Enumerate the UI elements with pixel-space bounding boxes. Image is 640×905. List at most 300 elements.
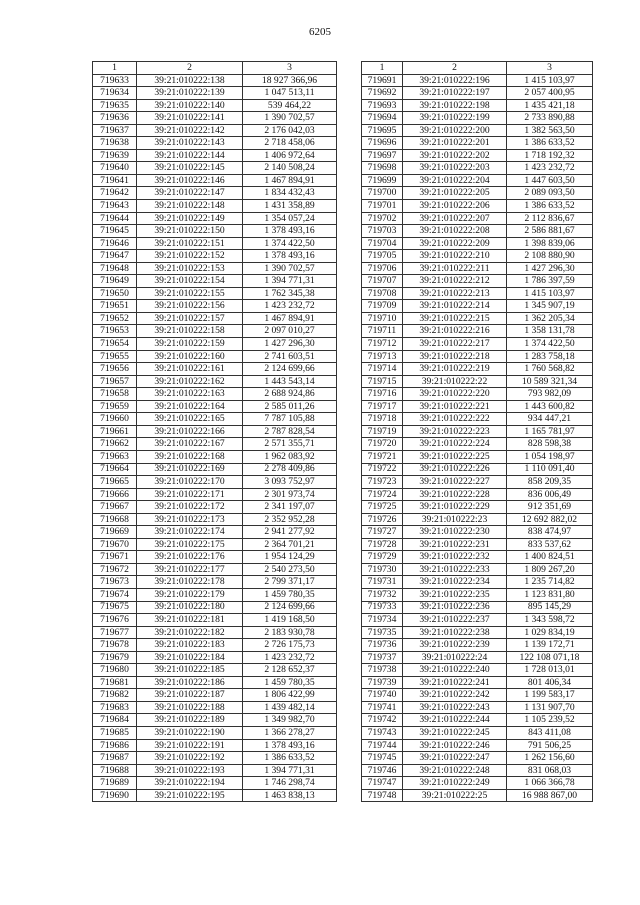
row-number-cell: 719635 (93, 99, 137, 112)
cadastral-value-cell: 1 366 278,27 (243, 726, 337, 739)
cadastral-value-cell: 2 124 699,66 (243, 601, 337, 614)
cadastral-number-cell: 39:21:010222:173 (137, 513, 243, 526)
cadastral-value-cell: 831 068,03 (507, 764, 593, 777)
table-row (362, 538, 593, 551)
cadastral-number-cell: 39:21:010222:212 (403, 275, 507, 288)
table-row (93, 501, 337, 514)
row-number-cell: 719646 (93, 237, 137, 250)
cadastral-value-cell: 1 459 780,35 (243, 588, 337, 601)
table-row (93, 338, 337, 351)
row-number-cell: 719670 (93, 538, 137, 551)
cadastral-value-cell: 1 235 714,82 (507, 576, 593, 589)
cadastral-number-cell: 39:21:010222:166 (137, 425, 243, 438)
row-number-cell: 719663 (93, 450, 137, 463)
cadastral-value-cell: 934 447,21 (507, 413, 593, 426)
cadastral-number-cell: 39:21:010222:152 (137, 250, 243, 263)
row-number-cell: 719660 (93, 413, 137, 426)
cadastral-value-cell: 1 786 397,59 (507, 275, 593, 288)
row-number-cell: 719739 (362, 676, 403, 689)
cadastral-number-cell: 39:21:010222:191 (137, 739, 243, 752)
cadastral-number-cell: 39:21:010222:24 (403, 651, 507, 664)
row-number-cell: 719678 (93, 639, 137, 652)
table-row (362, 739, 593, 752)
row-number-cell: 719681 (93, 676, 137, 689)
table-header-row (93, 62, 337, 75)
column-header: 1 (93, 62, 137, 75)
table-row (93, 739, 337, 752)
cadastral-number-cell: 39:21:010222:156 (137, 300, 243, 313)
cadastral-number-cell: 39:21:010222:236 (403, 601, 507, 614)
row-number-cell: 719745 (362, 752, 403, 765)
cadastral-value-cell: 1 834 432,43 (243, 187, 337, 200)
cadastral-value-cell: 1 415 103,97 (507, 287, 593, 300)
row-number-cell: 719729 (362, 551, 403, 564)
table-row (362, 124, 593, 137)
cadastral-value-cell: 1 954 124,29 (243, 551, 337, 564)
cadastral-number-cell: 39:21:010222:182 (137, 626, 243, 639)
cadastral-value-cell: 1 419 168,50 (243, 614, 337, 627)
table-row (362, 187, 593, 200)
cadastral-value-cell: 1 382 563,50 (507, 124, 593, 137)
cadastral-number-cell: 39:21:010222:157 (137, 312, 243, 325)
cadastral-value-cell: 1 054 198,97 (507, 450, 593, 463)
table-row (362, 225, 593, 238)
cadastral-number-cell: 39:21:010222:223 (403, 425, 507, 438)
cadastral-value-cell: 2 799 371,17 (243, 576, 337, 589)
cadastral-value-cell: 2 341 197,07 (243, 501, 337, 514)
table-row (362, 74, 593, 87)
table-row (93, 87, 337, 100)
cadastral-number-cell: 39:21:010222:245 (403, 726, 507, 739)
table-row (362, 325, 593, 338)
cadastral-number-cell: 39:21:010222:185 (137, 664, 243, 677)
table-row (362, 425, 593, 438)
cadastral-value-cell: 1 760 568,82 (507, 363, 593, 376)
cadastral-number-cell: 39:21:010222:151 (137, 237, 243, 250)
cadastral-value-cell: 1 394 771,31 (243, 764, 337, 777)
cadastral-number-cell: 39:21:010222:202 (403, 149, 507, 162)
cadastral-number-cell: 39:21:010222:248 (403, 764, 507, 777)
cadastral-number-cell: 39:21:010222:240 (403, 664, 507, 677)
row-number-cell: 719702 (362, 212, 403, 225)
table-row (362, 87, 593, 100)
cadastral-value-cell: 895 145,29 (507, 601, 593, 614)
cadastral-value-cell: 122 108 071,18 (507, 651, 593, 664)
cadastral-value-cell: 2 726 175,73 (243, 639, 337, 652)
cadastral-value-cell: 1 423 232,72 (243, 300, 337, 313)
table-row (362, 513, 593, 526)
row-number-cell: 719693 (362, 99, 403, 112)
cadastral-number-cell: 39:21:010222:167 (137, 438, 243, 451)
table-row (362, 576, 593, 589)
cadastral-value-cell: 843 411,08 (507, 726, 593, 739)
cadastral-value-cell: 1 390 702,57 (243, 112, 337, 125)
cadastral-number-cell: 39:21:010222:190 (137, 726, 243, 739)
table-row (362, 601, 593, 614)
row-number-cell: 719707 (362, 275, 403, 288)
table-row (362, 689, 593, 702)
cadastral-number-cell: 39:21:010222:234 (403, 576, 507, 589)
cadastral-value-cell: 2 571 355,71 (243, 438, 337, 451)
cadastral-number-cell: 39:21:010222:232 (403, 551, 507, 564)
cadastral-value-cell: 1 443 600,82 (507, 400, 593, 413)
cadastral-number-cell: 39:21:010222:176 (137, 551, 243, 564)
cadastral-number-cell: 39:21:010222:148 (137, 200, 243, 213)
column-header: 2 (137, 62, 243, 75)
row-number-cell: 719683 (93, 701, 137, 714)
cadastral-number-cell: 39:21:010222:196 (403, 74, 507, 87)
cadastral-number-cell: 39:21:010222:207 (403, 212, 507, 225)
table-row (362, 626, 593, 639)
row-number-cell: 719732 (362, 588, 403, 601)
cadastral-value-cell: 2 124 699,66 (243, 363, 337, 376)
cadastral-value-cell: 2 089 093,50 (507, 187, 593, 200)
row-number-cell: 719661 (93, 425, 137, 438)
table-row (93, 463, 337, 476)
cadastral-number-cell: 39:21:010222:178 (137, 576, 243, 589)
table-row (93, 262, 337, 275)
cadastral-value-cell: 1 447 603,50 (507, 174, 593, 187)
cadastral-number-cell: 39:21:010222:215 (403, 312, 507, 325)
row-number-cell: 719731 (362, 576, 403, 589)
table-row (93, 664, 337, 677)
cadastral-value-cell: 1 423 232,72 (243, 651, 337, 664)
cadastral-value-cell: 2 108 880,90 (507, 250, 593, 263)
cadastral-number-cell: 39:21:010222:25 (403, 789, 507, 802)
row-number-cell: 719734 (362, 614, 403, 627)
cadastral-number-cell: 39:21:010222:187 (137, 689, 243, 702)
cadastral-value-cell: 2 352 952,28 (243, 513, 337, 526)
table-row (362, 438, 593, 451)
row-number-cell: 719714 (362, 363, 403, 376)
row-number-cell: 719716 (362, 388, 403, 401)
cadastral-number-cell: 39:21:010222:140 (137, 99, 243, 112)
table-row (93, 350, 337, 363)
cadastral-value-cell: 1 718 192,32 (507, 149, 593, 162)
cadastral-number-cell: 39:21:010222:246 (403, 739, 507, 752)
cadastral-value-cell: 1 398 839,06 (507, 237, 593, 250)
row-number-cell: 719658 (93, 388, 137, 401)
table-row (93, 388, 337, 401)
table-row (93, 563, 337, 576)
row-number-cell: 719704 (362, 237, 403, 250)
cadastral-value-cell: 1 427 296,30 (507, 262, 593, 275)
row-number-cell: 719634 (93, 87, 137, 100)
row-number-cell: 719684 (93, 714, 137, 727)
table-row (93, 187, 337, 200)
table-row (93, 312, 337, 325)
cadastral-number-cell: 39:21:010222:144 (137, 149, 243, 162)
cadastral-number-cell: 39:21:010222:216 (403, 325, 507, 338)
row-number-cell: 719723 (362, 476, 403, 489)
cadastral-number-cell: 39:21:010222:153 (137, 262, 243, 275)
cadastral-number-cell: 39:21:010222:164 (137, 400, 243, 413)
table-row (362, 149, 593, 162)
cadastral-value-cell: 858 209,35 (507, 476, 593, 489)
cadastral-value-cell: 2 097 010,27 (243, 325, 337, 338)
cadastral-number-cell: 39:21:010222:171 (137, 488, 243, 501)
cadastral-value-cell: 833 537,62 (507, 538, 593, 551)
cadastral-value-cell: 1 467 894,91 (243, 312, 337, 325)
cadastral-value-cell: 2 718 458,06 (243, 137, 337, 150)
cadastral-value-cell: 1 345 907,19 (507, 300, 593, 313)
row-number-cell: 719688 (93, 764, 137, 777)
row-number-cell: 719747 (362, 777, 403, 790)
cadastral-number-cell: 39:21:010222:163 (137, 388, 243, 401)
row-number-cell: 719733 (362, 601, 403, 614)
cadastral-value-cell: 836 006,49 (507, 488, 593, 501)
table-row (362, 551, 593, 564)
cadastral-number-cell: 39:21:010222:159 (137, 338, 243, 351)
table-row (362, 400, 593, 413)
table-row (362, 639, 593, 652)
table-row (362, 363, 593, 376)
cadastral-number-cell: 39:21:010222:141 (137, 112, 243, 125)
cadastral-value-cell: 7 787 105,88 (243, 413, 337, 426)
row-number-cell: 719706 (362, 262, 403, 275)
cadastral-number-cell: 39:21:010222:241 (403, 676, 507, 689)
table-row (93, 250, 337, 263)
row-number-cell: 719722 (362, 463, 403, 476)
cadastral-value-cell: 1 358 131,78 (507, 325, 593, 338)
cadastral-number-cell: 39:21:010222:193 (137, 764, 243, 777)
table-row (362, 350, 593, 363)
cadastral-value-cell: 1 435 421,18 (507, 99, 593, 112)
cadastral-number-cell: 39:21:010222:229 (403, 501, 507, 514)
cadastral-value-cell: 10 589 321,34 (507, 375, 593, 388)
table-row (362, 488, 593, 501)
row-number-cell: 719669 (93, 526, 137, 539)
row-number-cell: 719701 (362, 200, 403, 213)
row-number-cell: 719666 (93, 488, 137, 501)
cadastral-value-cell: 3 093 752,97 (243, 476, 337, 489)
cadastral-number-cell: 39:21:010222:227 (403, 476, 507, 489)
cadastral-value-cell: 2 301 973,74 (243, 488, 337, 501)
cadastral-number-cell: 39:21:010222:203 (403, 162, 507, 175)
cadastral-number-cell: 39:21:010222:213 (403, 287, 507, 300)
row-number-cell: 719728 (362, 538, 403, 551)
cadastral-value-cell: 1 029 834,19 (507, 626, 593, 639)
cadastral-number-cell: 39:21:010222:247 (403, 752, 507, 765)
cadastral-number-cell: 39:21:010222:204 (403, 174, 507, 187)
cadastral-number-cell: 39:21:010222:162 (137, 375, 243, 388)
row-number-cell: 719719 (362, 425, 403, 438)
table-row (362, 588, 593, 601)
cadastral-value-cell: 2 176 042,03 (243, 124, 337, 137)
column-header: 3 (243, 62, 337, 75)
cadastral-number-cell: 39:21:010222:149 (137, 212, 243, 225)
row-number-cell: 719737 (362, 651, 403, 664)
table-row (93, 614, 337, 627)
cadastral-value-cell: 1 806 422,99 (243, 689, 337, 702)
table-row (362, 701, 593, 714)
cadastral-value-cell: 1 047 513,11 (243, 87, 337, 100)
cadastral-number-cell: 39:21:010222:184 (137, 651, 243, 664)
row-number-cell: 719735 (362, 626, 403, 639)
table-row (93, 438, 337, 451)
cadastral-number-cell: 39:21:010222:238 (403, 626, 507, 639)
row-number-cell: 719720 (362, 438, 403, 451)
table-row (362, 99, 593, 112)
cadastral-value-cell: 2 941 277,92 (243, 526, 337, 539)
cadastral-value-cell: 1 386 633,52 (243, 752, 337, 765)
table-row (93, 626, 337, 639)
cadastral-number-cell: 39:21:010222:168 (137, 450, 243, 463)
row-number-cell: 719691 (362, 74, 403, 87)
row-number-cell: 719708 (362, 287, 403, 300)
cadastral-value-cell: 2 112 836,67 (507, 212, 593, 225)
cadastral-number-cell: 39:21:010222:22 (403, 375, 507, 388)
table-row (362, 651, 593, 664)
table-row (93, 200, 337, 213)
table-row (362, 174, 593, 187)
cadastral-number-cell: 39:21:010222:208 (403, 225, 507, 238)
table-row (362, 375, 593, 388)
row-number-cell: 719664 (93, 463, 137, 476)
table-row (93, 601, 337, 614)
row-number-cell: 719736 (362, 639, 403, 652)
cadastral-value-cell: 1 459 780,35 (243, 676, 337, 689)
table-row (362, 664, 593, 677)
row-number-cell: 719703 (362, 225, 403, 238)
cadastral-number-cell: 39:21:010222:198 (403, 99, 507, 112)
row-number-cell: 719718 (362, 413, 403, 426)
row-number-cell: 719690 (93, 789, 137, 802)
cadastral-number-cell: 39:21:010222:175 (137, 538, 243, 551)
row-number-cell: 719705 (362, 250, 403, 263)
row-number-cell: 719673 (93, 576, 137, 589)
row-number-cell: 719742 (362, 714, 403, 727)
cadastral-value-cell: 2 140 508,24 (243, 162, 337, 175)
table-row (362, 237, 593, 250)
cadastral-value-cell: 1 386 633,52 (507, 137, 593, 150)
column-header: 2 (403, 62, 507, 75)
row-number-cell: 719651 (93, 300, 137, 313)
table-row (362, 752, 593, 765)
row-number-cell: 719726 (362, 513, 403, 526)
cadastral-value-cell: 1 374 422,50 (507, 338, 593, 351)
cadastral-number-cell: 39:21:010222:195 (137, 789, 243, 802)
table-row (93, 538, 337, 551)
cadastral-value-cell: 18 927 366,96 (243, 74, 337, 87)
table-row (93, 375, 337, 388)
cadastral-number-cell: 39:21:010222:219 (403, 363, 507, 376)
row-number-cell: 719709 (362, 300, 403, 313)
row-number-cell: 719667 (93, 501, 137, 514)
cadastral-number-cell: 39:21:010222:142 (137, 124, 243, 137)
table-row (93, 287, 337, 300)
cadastral-value-cell: 12 692 882,02 (507, 513, 593, 526)
cadastral-number-cell: 39:21:010222:186 (137, 676, 243, 689)
cadastral-value-cell: 1 349 982,70 (243, 714, 337, 727)
table-row (362, 275, 593, 288)
row-number-cell: 719725 (362, 501, 403, 514)
cadastral-number-cell: 39:21:010222:221 (403, 400, 507, 413)
cadastral-value-cell: 1 066 366,78 (507, 777, 593, 790)
table-row (93, 651, 337, 664)
row-number-cell: 719637 (93, 124, 137, 137)
row-number-cell: 719741 (362, 701, 403, 714)
row-number-cell: 719657 (93, 375, 137, 388)
row-number-cell: 719748 (362, 789, 403, 802)
cadastral-value-cell: 1 809 267,20 (507, 563, 593, 576)
column-header: 3 (507, 62, 593, 75)
row-number-cell: 719641 (93, 174, 137, 187)
cadastral-value-cell: 2 183 930,78 (243, 626, 337, 639)
cadastral-value-cell: 1 439 482,14 (243, 701, 337, 714)
table-row (93, 174, 337, 187)
cadastral-number-cell: 39:21:010222:188 (137, 701, 243, 714)
table-row (362, 250, 593, 263)
table-row (362, 714, 593, 727)
table-row (362, 450, 593, 463)
table-row (362, 777, 593, 790)
row-number-cell: 719645 (93, 225, 137, 238)
cadastral-number-cell: 39:21:010222:249 (403, 777, 507, 790)
table-row (362, 726, 593, 739)
cadastral-value-cell: 793 982,09 (507, 388, 593, 401)
cadastral-number-cell: 39:21:010222:150 (137, 225, 243, 238)
row-number-cell: 719633 (93, 74, 137, 87)
table-row (362, 212, 593, 225)
row-number-cell: 719644 (93, 212, 137, 225)
cadastral-value-cell: 2 733 890,88 (507, 112, 593, 125)
row-number-cell: 719717 (362, 400, 403, 413)
row-number-cell: 719662 (93, 438, 137, 451)
row-number-cell: 719638 (93, 137, 137, 150)
row-number-cell: 719672 (93, 563, 137, 576)
cadastral-number-cell: 39:21:010222:180 (137, 601, 243, 614)
cadastral-number-cell: 39:21:010222:161 (137, 363, 243, 376)
cadastral-number-cell: 39:21:010222:230 (403, 526, 507, 539)
table-row (93, 149, 337, 162)
cadastral-value-cell: 1 378 493,16 (243, 250, 337, 263)
row-number-cell: 719738 (362, 664, 403, 677)
cadastral-value-cell: 1 728 013,01 (507, 664, 593, 677)
table-row (93, 74, 337, 87)
cadastral-number-cell: 39:21:010222:210 (403, 250, 507, 263)
table-row (93, 726, 337, 739)
cadastral-value-cell: 1 746 298,74 (243, 777, 337, 790)
row-number-cell: 719659 (93, 400, 137, 413)
cadastral-value-cell: 1 431 358,89 (243, 200, 337, 213)
cadastral-number-cell: 39:21:010222:138 (137, 74, 243, 87)
cadastral-value-cell: 1 427 296,30 (243, 338, 337, 351)
table-row (362, 476, 593, 489)
cadastral-number-cell: 39:21:010222:154 (137, 275, 243, 288)
table-row (93, 450, 337, 463)
row-number-cell: 719639 (93, 149, 137, 162)
table-row (93, 212, 337, 225)
table-row (93, 777, 337, 790)
table-row (362, 789, 593, 802)
cadastral-value-cell: 838 474,97 (507, 526, 593, 539)
cadastral-number-cell: 39:21:010222:217 (403, 338, 507, 351)
cadastral-number-cell: 39:21:010222:224 (403, 438, 507, 451)
row-number-cell: 719711 (362, 325, 403, 338)
row-number-cell: 719712 (362, 338, 403, 351)
cadastral-value-cell: 1 443 543,14 (243, 375, 337, 388)
cadastral-number-cell: 39:21:010222:158 (137, 325, 243, 338)
row-number-cell: 719640 (93, 162, 137, 175)
cadastral-number-cell: 39:21:010222:147 (137, 187, 243, 200)
table-row (362, 413, 593, 426)
table-row (93, 576, 337, 589)
cadastral-number-cell: 39:21:010222:242 (403, 689, 507, 702)
cadastral-number-cell: 39:21:010222:139 (137, 87, 243, 100)
cadastral-value-cell: 16 988 867,00 (507, 789, 593, 802)
table-row (93, 714, 337, 727)
